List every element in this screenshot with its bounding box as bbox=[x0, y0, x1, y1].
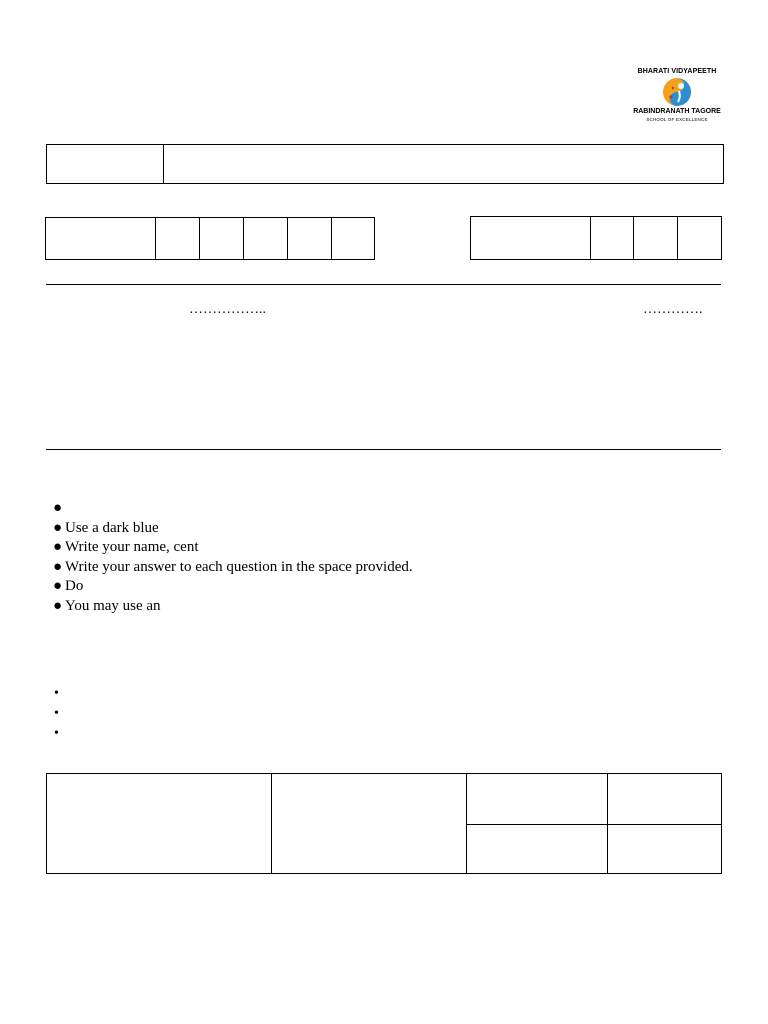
logo-sub-text: SCHOOL OF EXCELLENCE bbox=[646, 117, 708, 122]
school-logo bbox=[628, 68, 726, 124]
bullet-icon: ● bbox=[53, 500, 63, 516]
logo-emblem-icon bbox=[660, 77, 694, 107]
bullet-icon: • bbox=[54, 726, 59, 741]
bullet-icon: ● bbox=[53, 597, 63, 614]
list-item bbox=[54, 724, 354, 744]
name-field-box[interactable] bbox=[46, 144, 724, 184]
instruction-text: You may use an bbox=[65, 597, 161, 614]
instruction-text: Write your name, cent bbox=[65, 539, 199, 555]
instructions-list bbox=[53, 499, 613, 616]
horizontal-rule bbox=[46, 449, 721, 450]
centre-number-divider bbox=[287, 218, 288, 259]
marks-table bbox=[46, 773, 722, 874]
instruction-text: Write your answer to each question in the space provided. bbox=[65, 558, 413, 575]
bullet-icon: • bbox=[54, 686, 59, 701]
candidate-number-divider bbox=[633, 217, 634, 259]
candidate-number-box[interactable] bbox=[470, 216, 722, 260]
centre-number-divider bbox=[155, 218, 156, 259]
instruction-text: Use a dark blue bbox=[65, 519, 159, 536]
list-item bbox=[53, 577, 613, 597]
dotted-fill-right: …………. bbox=[643, 302, 703, 317]
candidate-number-divider bbox=[677, 217, 678, 259]
list-item bbox=[54, 684, 354, 704]
list-item bbox=[53, 558, 613, 578]
horizontal-rule bbox=[46, 284, 721, 285]
information-list bbox=[54, 684, 354, 744]
instruction-text: Do bbox=[65, 578, 84, 594]
centre-number-box[interactable] bbox=[45, 217, 375, 260]
marks-table-divider bbox=[271, 774, 272, 873]
centre-number-divider bbox=[199, 218, 200, 259]
list-item bbox=[53, 538, 613, 558]
name-field-divider bbox=[163, 145, 164, 183]
marks-table-row-divider bbox=[466, 824, 722, 825]
logo-top-text: BHARATI VIDYAPEETH bbox=[637, 68, 717, 75]
bullet-icon: ● bbox=[53, 539, 63, 555]
bullet-icon: ● bbox=[53, 519, 63, 536]
list-item bbox=[53, 499, 613, 519]
dotted-fill-left: …………….. bbox=[189, 302, 266, 317]
list-item bbox=[53, 519, 613, 539]
list-item bbox=[53, 597, 613, 617]
logo-bottom-text: RABINDRANATH TAGORE bbox=[633, 108, 721, 115]
bullet-icon: ● bbox=[53, 578, 63, 594]
candidate-number-divider bbox=[590, 217, 591, 259]
list-item bbox=[54, 704, 354, 724]
centre-number-divider bbox=[243, 218, 244, 259]
bullet-icon: ● bbox=[53, 558, 63, 575]
centre-number-divider bbox=[331, 218, 332, 259]
bullet-icon: • bbox=[54, 706, 59, 721]
